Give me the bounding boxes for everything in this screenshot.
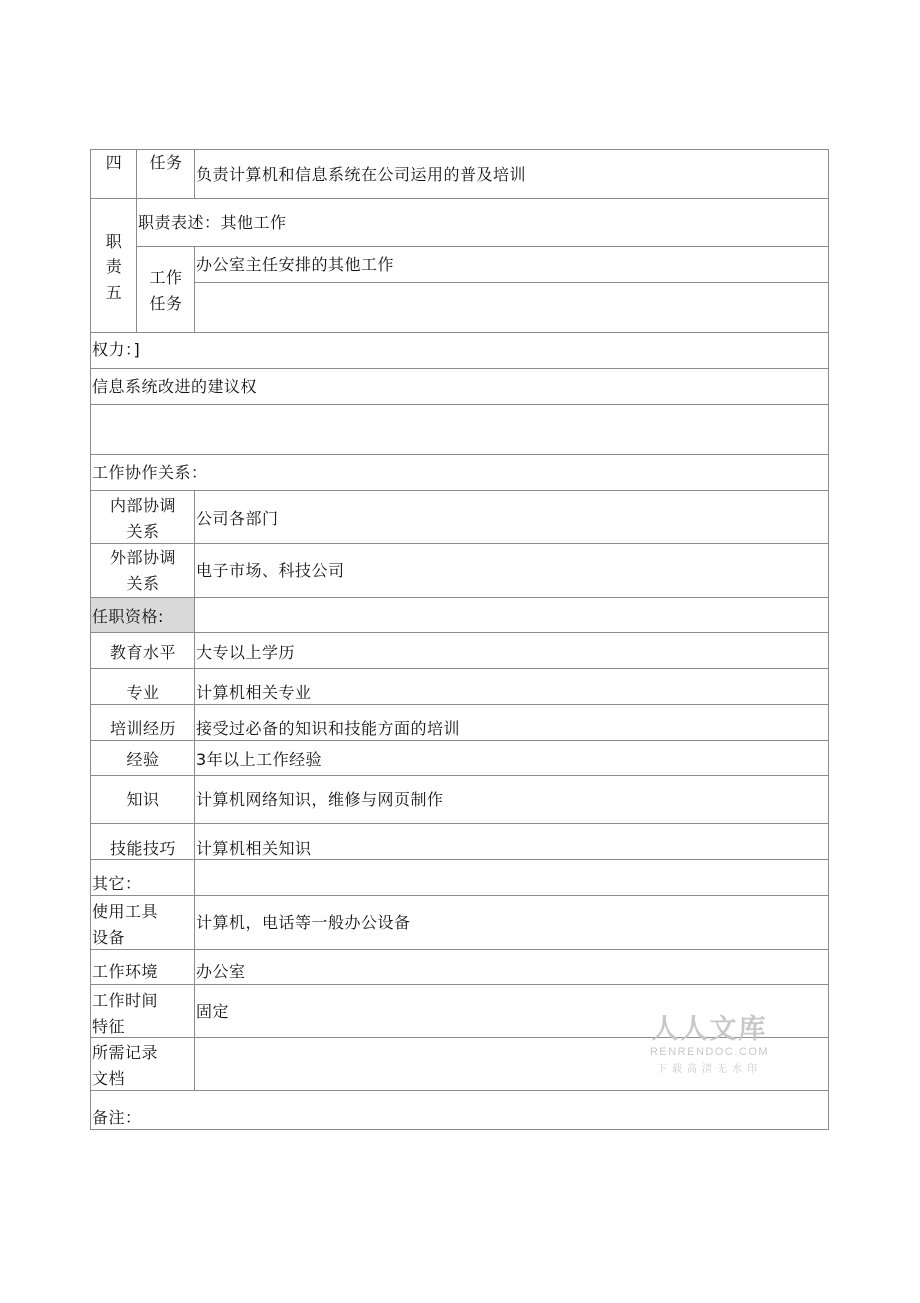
- other-value-environment: 办公室: [196, 962, 246, 981]
- qualification-value-knowledge: 计算机网络知识，维修与网页制作: [196, 790, 444, 809]
- cooperation-header: 工作协作关系：: [92, 463, 208, 482]
- duty5-label-line-2: 责: [105, 257, 123, 276]
- other-value-tools: 计算机，电话等一般办公设备: [196, 913, 411, 932]
- other-label-records-line-2: 文档: [92, 1069, 126, 1088]
- other-label-worktime-line-2: 特征: [92, 1017, 126, 1036]
- other-header: 其它：: [92, 874, 142, 893]
- qualification-value-skills: 计算机相关知识: [196, 839, 312, 858]
- qualification-label-training: 培训经历: [109, 719, 176, 738]
- qualification-label-skills: 技能技巧: [109, 839, 176, 858]
- job-description-table: [90, 149, 829, 1130]
- qualification-label-knowledge: 知识: [126, 790, 160, 809]
- duty5-work-task-line-2: 任务: [149, 294, 183, 313]
- authority-item: 信息系统改进的建议权: [92, 377, 258, 396]
- external-label-line-1: 外部协调: [109, 548, 176, 567]
- internal-value: 公司各部门: [196, 509, 279, 528]
- other-value-worktime: 固定: [196, 1002, 230, 1021]
- external-label-line-2: 关系: [126, 574, 160, 593]
- qualification-value-major: 计算机相关专业: [196, 683, 312, 702]
- qualification-label-education: 教育水平: [109, 643, 176, 662]
- internal-label-line-1: 内部协调: [109, 496, 176, 515]
- duty5-label-line-1: 职: [105, 232, 123, 251]
- duty5-label-line-3: 五: [105, 283, 123, 302]
- duty5-description: 职责表述：其他工作: [138, 213, 287, 232]
- qualification-value-education: 大专以上学历: [196, 643, 296, 662]
- other-label-environment: 工作环境: [92, 962, 159, 981]
- duty5-work-task-line-1: 工作: [149, 268, 183, 287]
- external-value: 电子市场、科技公司: [196, 561, 345, 580]
- duty4-index: 四: [105, 153, 123, 172]
- authority-header: 权力：]: [92, 340, 141, 359]
- other-label-tools-line-2: 设备: [92, 928, 126, 947]
- other-label-worktime-line-1: 工作时间: [92, 991, 159, 1010]
- duty4-task-text: 负责计算机和信息系统在公司运用的普及培训: [196, 165, 527, 184]
- qualification-label-experience: 经验: [126, 750, 160, 769]
- other-label-records-line-1: 所需记录: [92, 1043, 159, 1062]
- other-label-tools-line-1: 使用工具: [92, 902, 159, 921]
- internal-label-line-2: 关系: [126, 522, 160, 541]
- remarks-header: 备注：: [92, 1108, 142, 1127]
- duty4-task-label: 任务: [149, 153, 183, 172]
- duty5-task-text: 办公室主任安排的其他工作: [196, 255, 395, 274]
- qualification-value-experience: 3年以上工作经验: [196, 750, 323, 769]
- watermark-domain: RENRENDOC.COM: [649, 1046, 770, 1058]
- qualification-label-major: 专业: [126, 683, 160, 702]
- watermark-slogan: 下载高清无水印: [657, 1064, 762, 1075]
- qualifications-header: 任职资格:: [92, 607, 164, 626]
- watermark-logo: [647, 1016, 772, 1075]
- qualification-value-training: 接受过必备的知识和技能方面的培训: [196, 719, 461, 738]
- watermark-title: 人人文库: [651, 1014, 768, 1045]
